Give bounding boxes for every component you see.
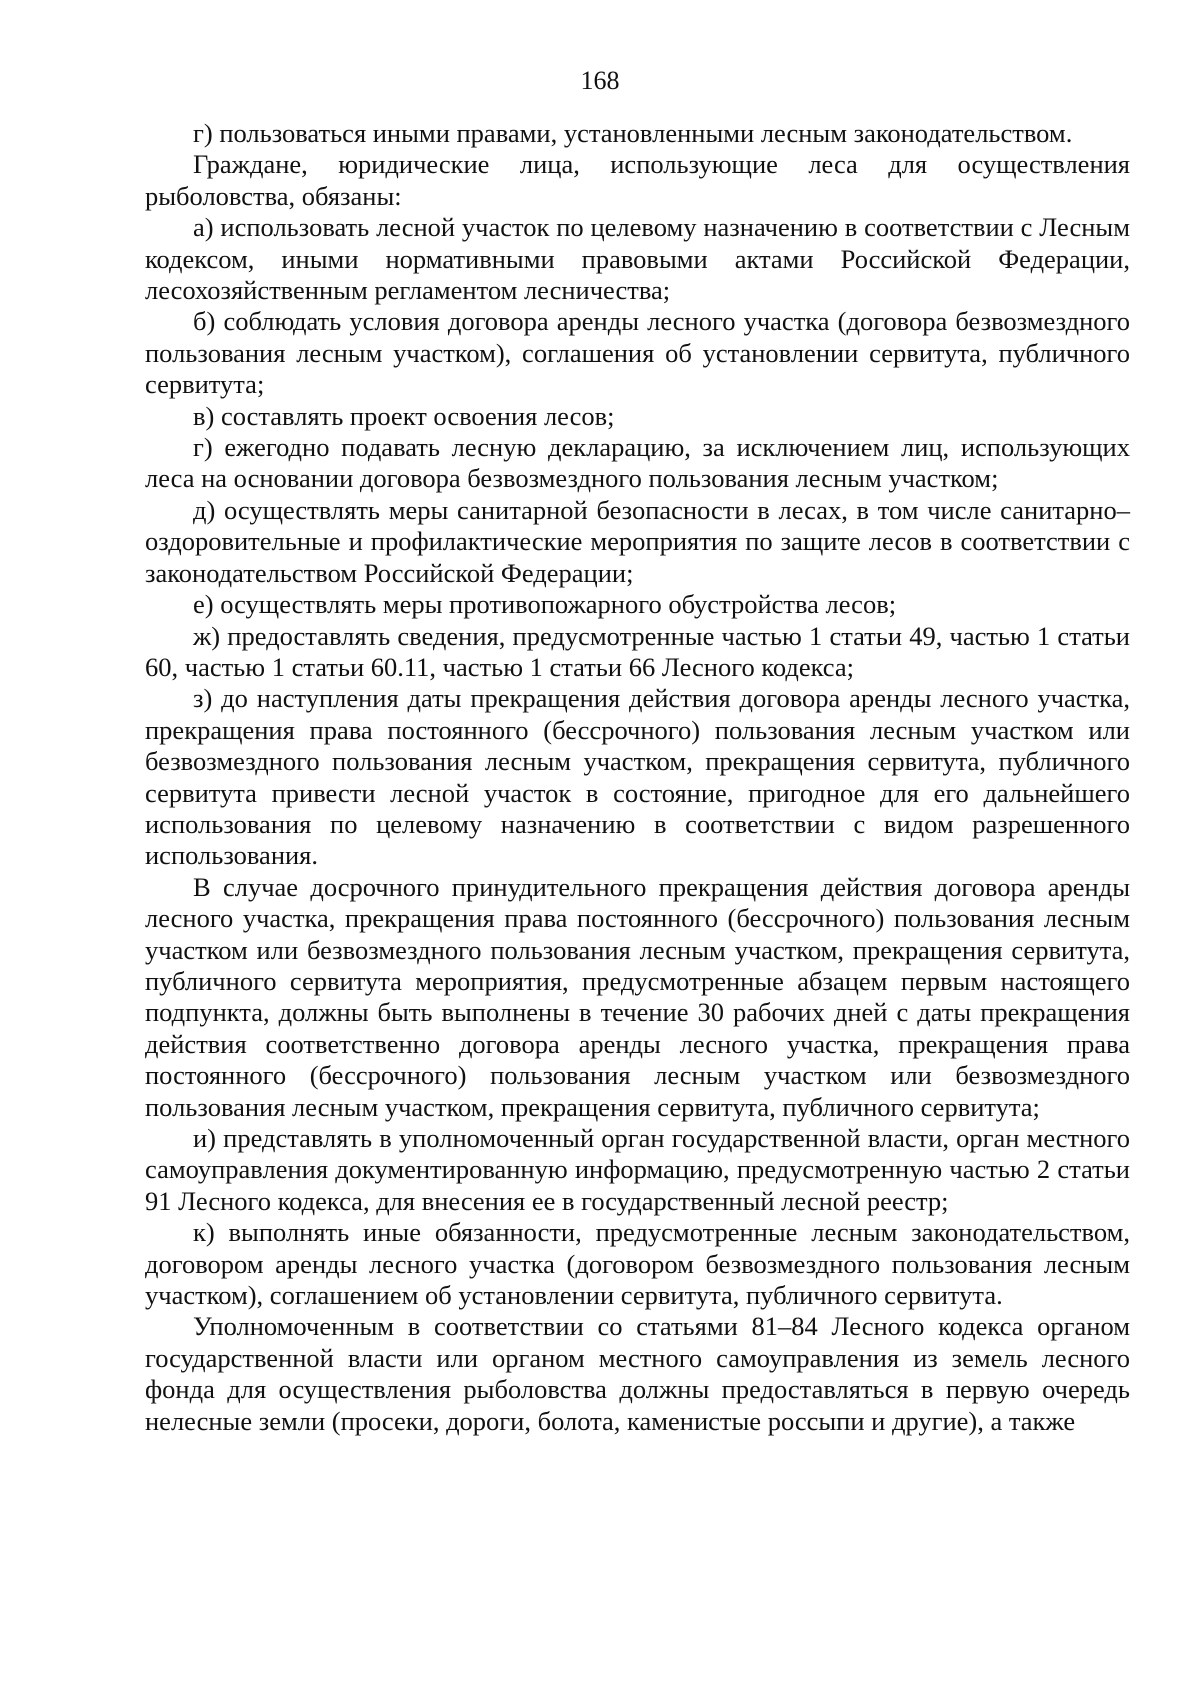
paragraph-item-g: г) ежегодно подавать лесную декларацию, за исключением лиц, использующих леса на основании договора безвозмездного пользования лесным участком; (145, 432, 1130, 494)
paragraph-other-rights: г) пользоваться иными правами, установленными лесным законодательством. (193, 118, 1073, 148)
document-body (145, 118, 1130, 1437)
paragraph-item-v: в) составлять проект освоения лесов; (193, 400, 615, 431)
paragraph-item-i: и) представлять в уполномоченный орган государственной власти, орган местного самоуправления документированную информацию, предусмотренную частью 2 статьи 91 Лесного кодекса, для внесения ее в государственный лесной реестр; (145, 1123, 1130, 1216)
paragraph-item-k: к) выполнять иные обязанности, предусмотренные лесным законодательством, договором аренды лесного участка (договором безвозмездного пользования лесным участком), соглашением об установлении сервитута, публичного сервитута. (145, 1217, 1130, 1311)
paragraph-item-zh: ж) предоставлять сведения, предусмотренные частью 1 статьи 49, частью 1 статьи 60, частью 1 статьи 60.11, частью 1 статьи 66 Лесного кодекса; (145, 620, 1130, 682)
paragraph-obligations-intro: Граждане, юридические лица, использующие леса для осуществления рыболовства, обязаны: (145, 149, 1130, 211)
paragraph-item-e: е) осуществлять меры противопожарного обустройства лесов; (193, 589, 897, 620)
paragraph-early-termination: В случае досрочного принудительного прекращения действия договора аренды лесного участка, прекращения права постоянного (бессрочного) пользования лесным участком или безвозмездного пользования лесным участком, прекращения сервитута, публичного сервитута мероприятия, предусмотренные абзацем первым настоящего подпункта, должны быть выполнены в течение 30 рабочих дней с даты прекращения действия соответственно договора аренды лесного участка, прекращения права постоянного (бессрочного) пользования лесным участком или безвозмездного пользования лесным участком, прекращения сервитута, публичного сервитута; (145, 871, 1130, 1122)
paragraph-item-a: а) использовать лесной участок по целевому назначению в соответствии с Лесным кодексом, иными нормативными правовыми актами Российской Федерации, лесохозяйственным регламентом лесничества; (145, 212, 1130, 306)
page-number: 168 (580, 66, 620, 95)
paragraph-land-allocation: Уполномоченным в соответствии со статьями 81–84 Лесного кодекса органом государственной власти или органом местного самоуправления из земель лесного фонда для осуществления рыболовства должны предоставляться в первую очередь нелесные земли (просеки, дороги, болота, каменистые россыпи и другие), а также (145, 1311, 1130, 1436)
paragraph-item-z: з) до наступления даты прекращения действия договора аренды лесного участка, прекращения права постоянного (бессрочного) пользования лесным участком или безвозмездного пользования лесным участком, прекращения сервитута, публичного сервитута привести лесной участок в состояние, пригодное для его дальнейшего использования по целевому назначению в соответствии с видом разрешенного использования. (145, 683, 1130, 871)
paragraph-item-d: д) осуществлять меры санитарной безопасности в лесах, в том числе санитарно–оздоровительные и профилактические мероприятия по защите лесов в соответствии с законодательством Российской Федерации; (145, 494, 1130, 588)
paragraph-item-b: б) соблюдать условия договора аренды лесного участка (договора безвозмездного пользования лесным участком), соглашения об установлении сервитута, публичного сервитута; (145, 306, 1130, 400)
